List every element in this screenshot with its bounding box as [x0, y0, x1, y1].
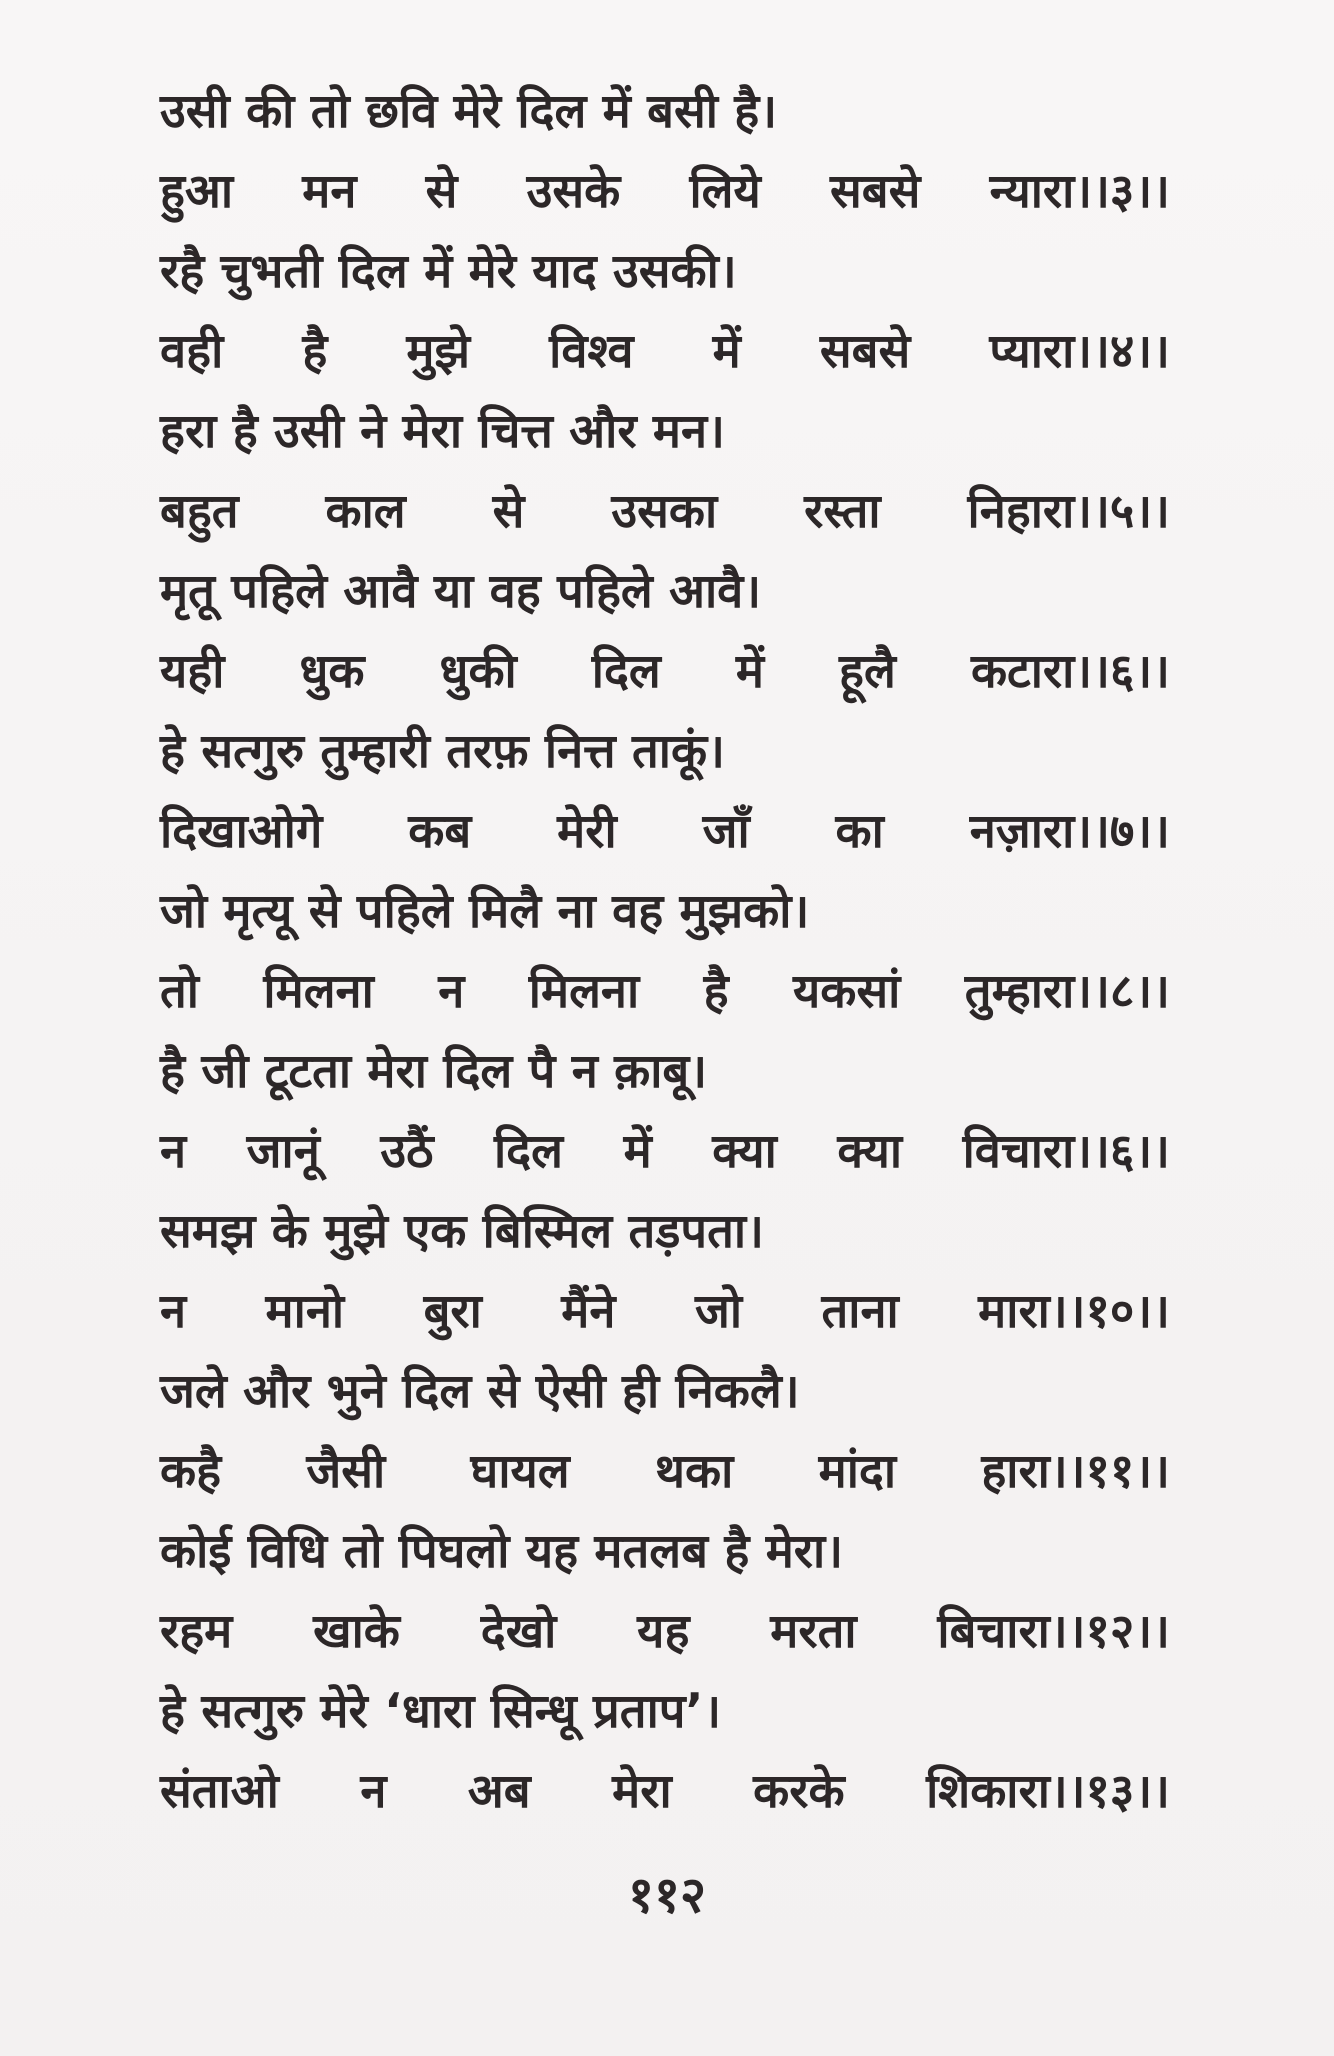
- poem-line: हुआ मन से उसके लिये सबसे न्यारा।।३।।: [160, 164, 1170, 219]
- poem-line: हरा है उसी ने मेरा चित्त और मन।: [160, 404, 725, 459]
- poem-line: हे सत्गुरु मेरे ‘धारा सिन्धू प्रताप’।: [160, 1684, 722, 1739]
- poem-line: है जी टूटता मेरा दिल पै न क़ाबू।: [160, 1044, 708, 1099]
- poem-line: मृतू पहिले आवै या वह पहिले आवै।: [160, 564, 762, 619]
- poem-line: समझ के मुझे एक बिस्मिल तड़पता।: [160, 1204, 764, 1259]
- poem-line: हे सत्गुरु तुम्हारी तरफ़ नित्त ताकूं।: [160, 724, 725, 779]
- poem-line: बहुत काल से उसका रस्ता निहारा।।५।।: [160, 484, 1170, 539]
- poem-line: कहै जैसी घायल थका मांदा हारा।।११।।: [160, 1444, 1170, 1499]
- poem-line: जो मृत्यू से पहिले मिलै ना वह मुझको।: [160, 884, 810, 939]
- poem-line: वही है मुझे विश्व में सबसे प्यारा।।४।।: [160, 324, 1170, 379]
- poem-line: यही धुक धुकी दिल में हूलै कटारा।।६।।: [160, 644, 1170, 699]
- poem-line: संताओ न अब मेरा करके शिकारा।।१३।।: [160, 1764, 1170, 1819]
- poem-line: रहै चुभती दिल में मेरे याद उसकी।: [160, 244, 737, 299]
- poem-text: [160, 72, 1170, 1832]
- poem-line: कोई विधि तो पिघलो यह मतलब है मेरा।: [160, 1524, 844, 1579]
- poem-line: उसी की तो छवि मेरे दिल में बसी है।: [160, 84, 778, 139]
- poem-line: न जानूं उठैं दिल में क्या क्या विचारा।।६।।: [160, 1124, 1170, 1179]
- poem-line: तो मिलना न मिलना है यकसां तुम्हारा।।८।।: [160, 964, 1170, 1019]
- poem-line: रहम खाके देखो यह मरता बिचारा।।१२।।: [160, 1604, 1170, 1659]
- poem-line: दिखाओगे कब मेरी जाँ का नज़ारा।।७।।: [160, 804, 1170, 859]
- poem-line: न मानो बुरा मैंने जो ताना मारा।।१०।।: [160, 1284, 1170, 1339]
- poem-line: जले और भुने दिल से ऐसी ही निकलै।: [160, 1364, 800, 1419]
- page-number: ११२: [628, 1866, 706, 1924]
